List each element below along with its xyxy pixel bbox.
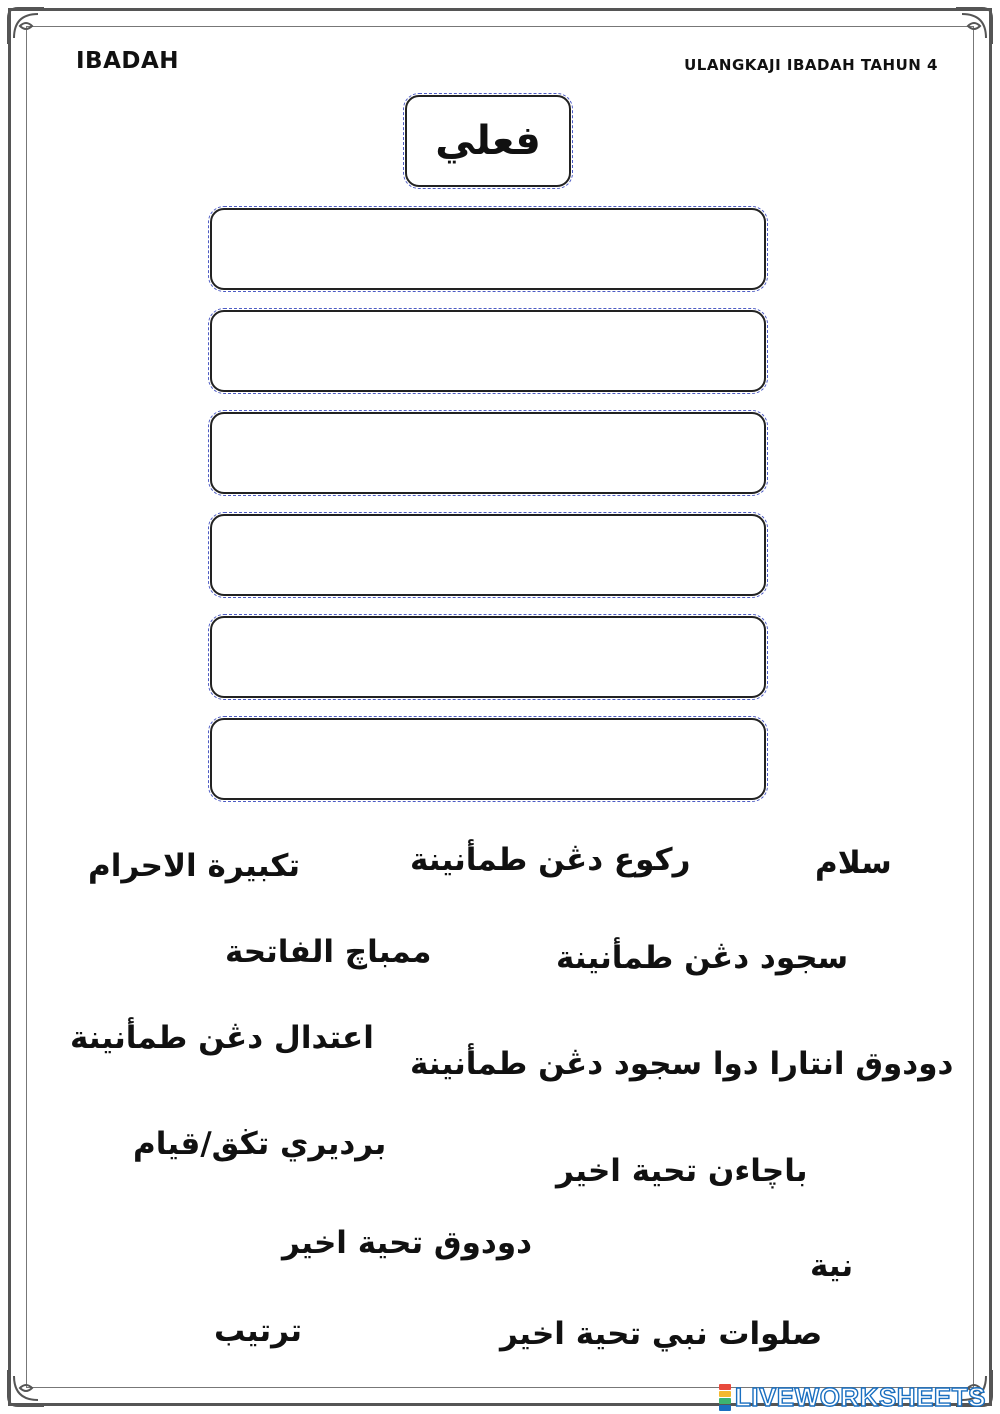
answer-drop-box-1[interactable] xyxy=(210,208,766,290)
draggable-word-card[interactable]: اعتدال دڠن طمأنينة xyxy=(70,1020,374,1056)
draggable-word-card[interactable]: سجود دڠن طمأنينة xyxy=(556,940,849,976)
answer-drop-box-4[interactable] xyxy=(210,514,766,596)
answer-drop-box-5[interactable] xyxy=(210,616,766,698)
corner-ornament-icon xyxy=(4,4,48,48)
header-worksheet-title: ULANGKAJI IBADAH TAHUN 4 xyxy=(684,56,938,74)
draggable-word-card[interactable]: سلام xyxy=(815,845,892,881)
liveworksheets-watermark: LIVEWORKSHEETS xyxy=(734,1381,986,1412)
liveworksheets-badge-icon xyxy=(719,1384,731,1411)
category-title: فعلي xyxy=(405,95,571,187)
draggable-word-card[interactable]: برديري تڬق/قيام xyxy=(133,1126,387,1162)
draggable-word-card[interactable]: ممباچ الفاتحة xyxy=(225,934,432,970)
draggable-word-card[interactable]: باچاءن تحية اخير xyxy=(556,1153,808,1189)
answer-drop-box-3[interactable] xyxy=(210,412,766,494)
draggable-word-card[interactable]: دودوق انتارا دوا سجود دڠن طمأنينة xyxy=(410,1046,954,1082)
answer-drop-box-6[interactable] xyxy=(210,718,766,800)
answer-drop-box-2[interactable] xyxy=(210,310,766,392)
header-subject: IBADAH xyxy=(76,48,180,74)
draggable-word-card[interactable]: ركوع دڠن طمأنينة xyxy=(410,842,691,878)
draggable-word-card[interactable]: تكبيرة الاحرام xyxy=(88,848,301,884)
liveworksheets-logo xyxy=(719,1382,986,1412)
draggable-word-card[interactable]: نية xyxy=(810,1248,854,1284)
draggable-word-card[interactable]: دودوق تحية اخير xyxy=(282,1225,532,1261)
draggable-word-card[interactable]: صلوات نبي تحية اخير xyxy=(500,1316,823,1352)
draggable-word-card[interactable]: ترتيب xyxy=(214,1313,303,1349)
corner-ornament-icon xyxy=(952,4,996,48)
corner-ornament-icon xyxy=(4,1366,48,1410)
